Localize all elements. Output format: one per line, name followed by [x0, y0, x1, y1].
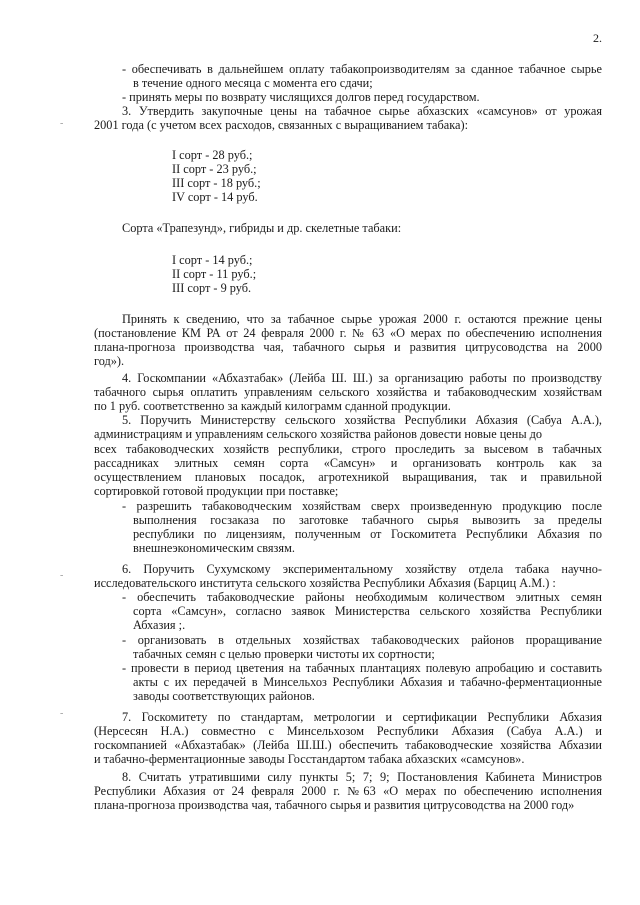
- text-line: III сорт - 18 руб.;: [172, 176, 261, 190]
- text-line: в течение одного месяца с момента его сдачи;: [133, 76, 373, 90]
- text-line: Сорта «Трапезунд», гибриды и др. скелетные табаки:: [122, 221, 402, 235]
- text-line: IV сорт - 14 руб.: [172, 190, 258, 204]
- text-line: 3. Утвердить закупочные цены на табачное сырье абхазских «самсунов» от урожая: [122, 104, 602, 118]
- text-line: 2001 года (с учетом всех расходов, связанных с выращиванием табака):: [94, 118, 468, 132]
- text-line: - обеспечить табаководческие районы необходимым количеством элитных семян: [122, 590, 602, 604]
- text-line: II сорт - 11 руб.;: [172, 267, 257, 281]
- text-line: III сорт - 9 руб.: [172, 281, 252, 295]
- text-line: госкомпанией «Абхазтабак» (Лейба Ш.Ш.) обеспечить табаководческие хозяйства Абхазии: [94, 738, 602, 752]
- text-line: акты с их передачей в Минсельхоз Республики Абхазия и табачно-ферментационные: [133, 675, 602, 689]
- text-line: администрациям и управлениям сельского хозяйства районов довести новые цены до: [94, 427, 543, 441]
- text-line: плана-прогноза производства чая, табачного сырья и развития цитрусоводства на 2000: [94, 340, 602, 354]
- text-line: 6. Поручить Сухумскому экспериментальному хозяйству отдела табака научно-: [122, 562, 602, 576]
- text-line: - организовать в отдельных хозяйствах табаководческих районов проращивание: [122, 633, 602, 647]
- text-line: - провести в период цветения на табачных плантациях полевую апробацию и составить: [122, 661, 602, 675]
- text-line: сорта «Самсун», согласно заявок Министерства сельского хозяйства Республики: [133, 604, 602, 618]
- text-line: год»).: [94, 354, 125, 368]
- document-page: 2. - обеспечивать в дальнейшем оплату табакопроизводителям за сданное табачное сырье в течение одного месяца с момента его сдачи; - принять меры по возврату числящихся долгов перед государством. 3. Утвердить закупочные цены на табачное сырье абхазских «самсунов» от урожая 2001 года (с учетом всех расходов, связанных с выращиванием табака): I сорт - 28 руб.; II сорт - 23 руб.; III сорт - 18 руб.; IV сорт - 14 руб. Сорта «Трапезунд», гибриды и др. скелетные табаки: I сорт - 14 руб.; II сорт - 11 руб.; III сорт - 9 руб. Принять к сведению, что за табачное сырье урожая 2000 г. остаются прежние цены (постановление КМ РА от 24 февраля 2000 г. № 63 «О мерах по обеспечению исполнения плана-прогноза производства чая, табачного сырья и развития цитрусоводства на 2000 год»). 4. Госкомпании «Абхазтабак» (Лейба Ш. Ш.) за организацию работы по производству табачного сырья оплатить управлениям сельского хозяйства и табаководческим хозяйствам по 1 руб. соответственно за каждый килограмм сданной продукции. 5. Поручить Министерству сельского хозяйства Республики Абхазия (Сабуа А.А.), администрациям и управлениям сельского хозяйства районов довести новые цены до всех табаководческих хозяйств республики, строго проследить за высевом в табачных рассадниках элитных семян сорта «Самсун» и организовать контроль как за осуществлением плановых посадок, агротехникой выращивания, так и правильной сортировкой готовой продукции при поставке; - разрешить табаководческим хозяйствам сверх произведенную продукцию после выполнения госзаказа по заготовке табачного сырья вывозить за пределы республики по лицензиям, полученным от Госкомитета Республики Абхазия по внешнеэкономическим связям. 6. Поручить Сухумскому экспериментальному хозяйству отдела табака научно- исследовательского института сельского хозяйства Республики Абхазия (Барциц А.М.) : - обеспечить табаководческие районы необходимым количеством элитных семян сорта «Самсун», согласно заявок Министерства сельского хозяйства Республики Абхазия ;. - организовать в отдельных хозяйствах табаководческих районов проращивание табачных семян с целью проверки чистоты их сортности; - провести в период цветения на табачных плантациях полевую апробацию и составить акты с их передачей в Минсельхоз Республики Абхазия и табачно-ферментационные заводы соответствующих районов. 7. Госкомитету по стандартам, метрологии и сертификации Республики Абхазия (Нерсесян Н.А.) совместно с Минсельхозом Республики Абхазия (Сабуа А.А.) и госкомпанией «Абхазтабак» (Лейба Ш.Ш.) обеспечить табаководческие хозяйства Абхазии и табачно-ферментационные заводы Госстандартом табака абхазских «самсунов». 8. Считать утратившими силу пункты 5; 7; 9; Постановления Кабинета Министров Республики Абхазия от 24 февраля 2000 г. №63 «О мерах по обеспечению исполнения плана-прогноза производства чая, табачного сырья и развития цитрусоводства на 2000 год» ‑ ‑ ‑: [60, 31, 602, 812]
- text-line: сортировкой готовой продукции при поставке;: [94, 484, 339, 498]
- text-line: по 1 руб. соответственно за каждый килограмм сданной продукции.: [94, 399, 451, 413]
- text-line: внешнеэкономическим связям.: [133, 541, 295, 555]
- text-line: исследовательского института сельского хозяйства Республики Абхазия (Барциц А.М.) :: [94, 576, 556, 590]
- text-line: всех табаководческих хозяйств республики, строго проследить за высевом в табачных: [94, 442, 602, 456]
- text-line: рассадниках элитных семян сорта «Самсун» и организовать контроль как за: [94, 456, 602, 470]
- text-line: II сорт - 23 руб.;: [172, 162, 257, 176]
- text-line: заводы соответствующих районов.: [133, 689, 315, 703]
- text-line: Принять к сведению, что за табачное сырье урожая 2000 г. остаются прежние цены: [122, 312, 602, 326]
- text-line: плана-прогноза производства чая, табачного сырья и развития цитрусоводства на 2000 год»: [94, 798, 575, 812]
- text-line: 7. Госкомитету по стандартам, метрологии и сертификации Республики Абхазия: [122, 710, 602, 724]
- text-line: 5. Поручить Министерству сельского хозяйства Республики Абхазия (Сабуа А.А.),: [122, 413, 602, 427]
- text-line: Республики Абхазия от 24 февраля 2000 г. №63 «О мерах по обеспечению исполнения: [94, 784, 602, 798]
- text-line: 4. Госкомпании «Абхазтабак» (Лейба Ш. Ш.) за организацию работы по производству: [122, 371, 602, 385]
- text-line: и табачно-ферментационные заводы Госстандартом табака абхазских «самсунов».: [94, 752, 525, 766]
- text-line: (Нерсесян Н.А.) совместно с Минсельхозом Республики Абхазия (Сабуа А.А.) и: [94, 724, 602, 738]
- text-line: табачных семян с целью проверки чистоты их сортности;: [133, 647, 435, 661]
- text-line: осуществлением плановых посадок, агротехникой выращивания, так и правильной: [94, 470, 602, 484]
- text-line: Абхазия ;.: [133, 618, 186, 632]
- text-line: - разрешить табаководческим хозяйствам сверх произведенную продукцию после: [122, 499, 602, 513]
- text-line: республики по лицензиям, полученным от Госкомитета Республики Абхазия по: [133, 527, 602, 541]
- text-line: 8. Считать утратившими силу пункты 5; 7; 9; Постановления Кабинета Министров: [122, 770, 602, 784]
- text-line: - принять меры по возврату числящихся долгов перед государством.: [122, 90, 480, 104]
- text-line: выполнения госзаказа по заготовке табачного сырья вывозить за пределы: [133, 513, 602, 527]
- text-line: I сорт - 14 руб.;: [172, 253, 253, 267]
- text-line: - обеспечивать в дальнейшем оплату табакопроизводителям за сданное табачное сырье: [122, 62, 602, 76]
- text-line: (постановление КМ РА от 24 февраля 2000 г. № 63 «О мерах по обеспечению исполнения: [94, 326, 602, 340]
- page-number: 2.: [593, 31, 602, 45]
- text-line: табачного сырья оплатить управлениям сельского хозяйства и табаководческим хозяйствам: [94, 385, 602, 399]
- text-line: I сорт - 28 руб.;: [172, 148, 253, 162]
